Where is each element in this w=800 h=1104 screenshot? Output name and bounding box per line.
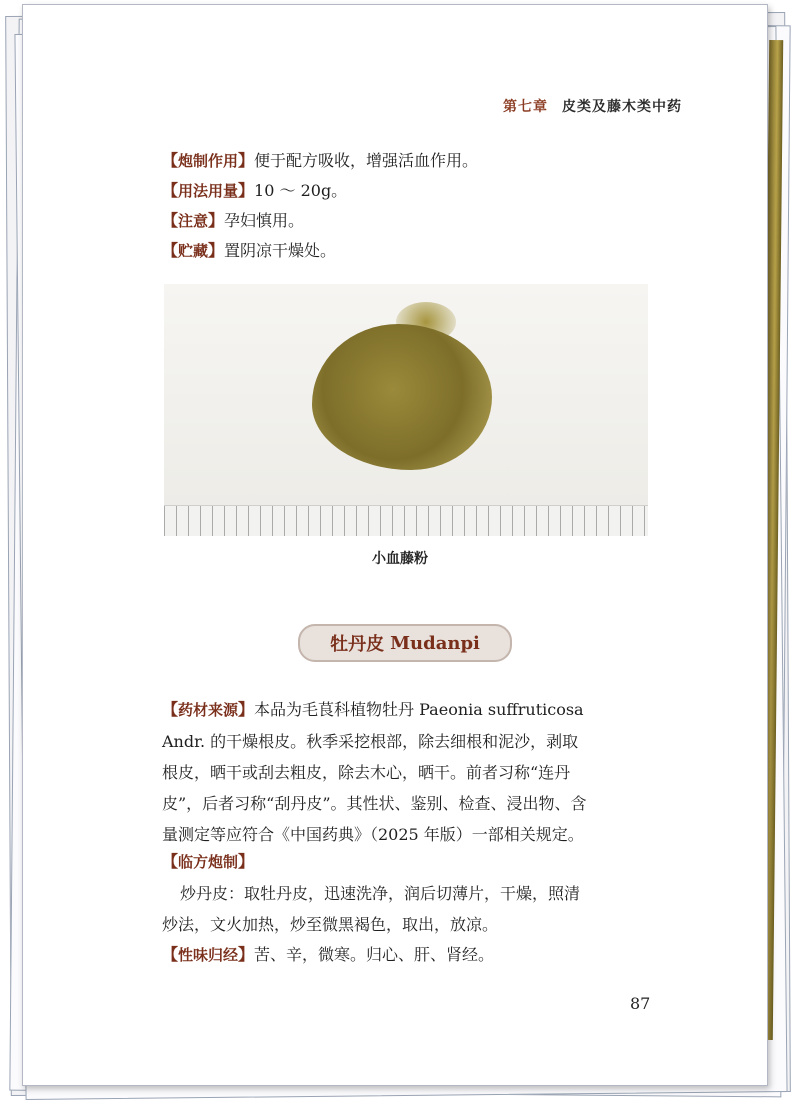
chapter-title: 皮类及藤木类中药 (562, 99, 682, 115)
herb-powder-photo (164, 284, 648, 536)
nature-text: 苦、辛，微寒。归心、肝、肾经。 (254, 945, 495, 964)
source-line-4: 皮”，后者习称“刮丹皮”。其性状、鉴别、检查、浸出物、含 (162, 794, 587, 813)
dosage-text: 10 ～ 20g。 (254, 181, 348, 200)
section-title (298, 624, 512, 662)
powder-pile (312, 324, 492, 470)
ruler (164, 505, 648, 536)
prescription-line-1: 炒丹皮：取牡丹皮，迅速洗净，润后切薄片，干燥，照清 (180, 884, 581, 903)
processing-effect-line: 【炮制作用】便于配方吸收，增强活血作用。 (162, 151, 479, 170)
running-header (503, 96, 682, 116)
source-line-5: 量测定等应符合《中国药典》（2025 年版）一部相关规定。 (162, 825, 584, 844)
dosage-line: 【用法用量】10 ～ 20g。 (162, 181, 348, 200)
section-title-cn: 牡丹皮 (330, 634, 385, 655)
source-line-1: 本品为毛茛科植物牡丹 Paeonia suffruticosa (254, 700, 584, 719)
figure-caption: 小血藤粉 (372, 551, 428, 567)
source-line-2: Andr. 的干燥根皮。秋季采挖根部，除去细根和泥沙，剥取 (162, 732, 579, 751)
prescription-line-2: 炒法，文火加热，炒至微黑褐色，取出，放凉。 (162, 915, 499, 934)
prescription-paragraph (162, 878, 648, 940)
nature-label: 性味归经 (178, 946, 239, 964)
storage-line: 【贮藏】置阴凉干燥处。 (162, 241, 337, 260)
source-paragraph: 【药材来源】本品为毛茛科植物牡丹 Paeonia suffruticosa Andr. 的干燥根皮。秋季采挖根部，除去细根和泥沙，剥取 根皮，晒干或刮去粗皮，除去木心，晒干。前者习称“连丹 皮”，后者习称“刮丹皮”。其性状、鉴别、检查、浸出物、含 量测定等应符合《中国药典》（2025 年版）一部相关规定。 (162, 694, 648, 850)
source-label: 药材来源 (178, 701, 239, 719)
storage-text: 置阴凉干燥处。 (224, 241, 337, 260)
storage-label: 贮藏 (178, 242, 209, 260)
nature-line: 【性味归经】苦、辛，微寒。归心、肝、肾经。 (162, 945, 495, 964)
section-title-en: Mudanpi (390, 632, 480, 654)
page-number: 87 (630, 994, 651, 1013)
source-line-3: 根皮，晒干或刮去粗皮，除去木心，晒干。前者习称“连丹 (162, 763, 571, 782)
dosage-label: 用法用量 (178, 182, 239, 200)
chapter-number: 第七章 (503, 99, 548, 115)
caution-label: 注意 (178, 212, 209, 230)
caution-line: 【注意】孕妇慎用。 (162, 211, 305, 230)
prescription-heading: 【临方炮制】 (162, 852, 255, 871)
processing-effect-label: 炮制作用 (178, 152, 239, 170)
processing-effect-text: 便于配方吸收，增强活血作用。 (254, 151, 479, 170)
caution-text: 孕妇慎用。 (224, 211, 305, 230)
prescription-label: 临方炮制 (178, 853, 239, 871)
